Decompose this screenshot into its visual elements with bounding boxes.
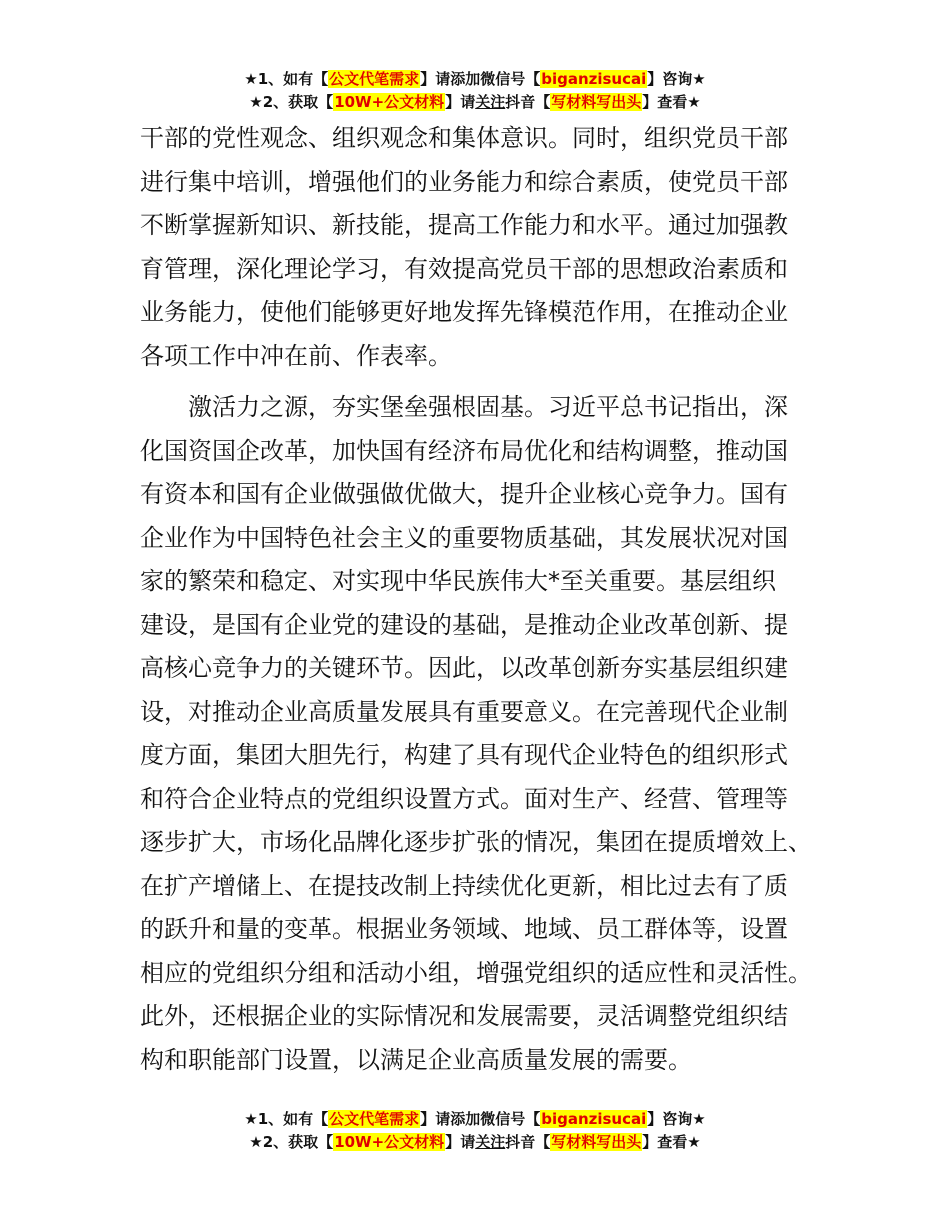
highlight-service: 公文代笔需求 <box>329 70 420 88</box>
banner-text: ★2、获取【 <box>249 93 334 111</box>
text-line: 度方面，集团大胆先行，构建了具有现代企业特色的组织形式 <box>140 741 788 769</box>
text-line: 此外，还根据企业的实际情况和发展需要，灵活调整党组织结 <box>140 1002 788 1030</box>
paragraph-2 <box>140 386 820 1082</box>
text-line: 和符合企业特点的党组织设置方式。面对生产、经营、管理等 <box>140 784 788 813</box>
highlight-materials: 10W+公文材料 <box>334 1133 445 1151</box>
text-line: 设，对推动企业高质量发展具有重要意义。在完善现代企业制 <box>140 697 788 726</box>
paragraph-spacer <box>140 378 820 386</box>
banner-text: 抖音【 <box>505 1133 551 1151</box>
text-line: 构和职能部门设置，以满足企业高质量发展的需要。 <box>140 1045 692 1074</box>
underlined-follow: 关注 <box>475 93 506 111</box>
banner-text: 】查看★ <box>642 1133 701 1151</box>
highlight-wechat-id: biganzisucai <box>541 70 647 88</box>
banner-text: 抖音【 <box>505 93 551 111</box>
header-banner <box>0 68 950 114</box>
text-line: 建设，是国有企业党的建设的基础，是推动企业改革创新、提 <box>140 610 788 639</box>
banner-text: ★2、获取【 <box>249 1133 334 1151</box>
banner-text: 】请 <box>445 1133 476 1151</box>
text-line: 激活力之源，夯实堡垒强根固基。习近平总书记指出，深 <box>188 393 788 421</box>
highlight-douyin-account: 写材料写出头 <box>551 93 642 111</box>
banner-text: ★1、如有【 <box>244 70 329 88</box>
text-line: 的跃升和量的变革。根据业务领域、地域、员工群体等，设置 <box>140 915 788 943</box>
highlight-materials: 10W+公文材料 <box>334 93 445 111</box>
text-line: 不断掌握新知识、新技能，提高工作能力和水平。通过加强教 <box>140 211 788 239</box>
underlined-follow: 关注 <box>475 1133 506 1151</box>
paragraph-1 <box>140 117 820 378</box>
text-line: 家的繁荣和稳定、对实现中华民族伟大*至关重要。基层组织 <box>140 567 776 595</box>
text-line: 高核心竞争力的关键环节。因此，以改革创新夯实基层组织建 <box>140 654 788 682</box>
text-line: 各项工作中冲在前、作表率。 <box>140 341 452 370</box>
banner-text: ★1、如有【 <box>244 1110 329 1128</box>
banner-text: 】请 <box>445 93 476 111</box>
banner-text: 】咨询★ <box>647 1110 706 1128</box>
highlight-douyin-account: 写材料写出头 <box>551 1133 642 1151</box>
document-body <box>140 117 820 1082</box>
banner-text: 】请添加微信号【 <box>420 70 541 88</box>
banner-line-2 <box>0 1131 950 1154</box>
banner-text: 】咨询★ <box>647 70 706 88</box>
banner-line-1 <box>0 68 950 91</box>
text-line: 企业作为中国特色社会主义的重要物质基础，其发展状况对国 <box>140 523 788 552</box>
banner-line-1 <box>0 1108 950 1131</box>
banner-line-2 <box>0 91 950 114</box>
banner-text: 】查看★ <box>642 93 701 111</box>
highlight-service: 公文代笔需求 <box>329 1110 420 1128</box>
footer-banner <box>0 1108 950 1154</box>
banner-text: 】请添加微信号【 <box>420 1110 541 1128</box>
text-line: 有资本和国有企业做强做优做大，提升企业核心竞争力。国有 <box>140 480 788 508</box>
text-line: 相应的党组织分组和活动小组，增强党组织的适应性和灵活性。 <box>140 958 812 987</box>
highlight-wechat-id: biganzisucai <box>541 1110 647 1128</box>
text-line: 在扩产增储上、在提技改制上持续优化更新，相比过去有了质 <box>140 871 788 900</box>
text-line: 育管理，深化理论学习，有效提高党员干部的思想政治素质和 <box>140 254 788 283</box>
text-line: 化国资国企改革，加快国有经济布局优化和结构调整，推动国 <box>140 436 788 465</box>
text-line: 干部的党性观念、组织观念和集体意识。同时，组织党员干部 <box>140 124 788 152</box>
text-line: 进行集中培训，增强他们的业务能力和综合素质，使党员干部 <box>140 167 788 196</box>
text-line: 业务能力，使他们能够更好地发挥先锋模范作用，在推动企业 <box>140 298 788 326</box>
text-line: 逐步扩大，市场化品牌化逐步扩张的情况，集团在提质增效上、 <box>140 828 812 856</box>
